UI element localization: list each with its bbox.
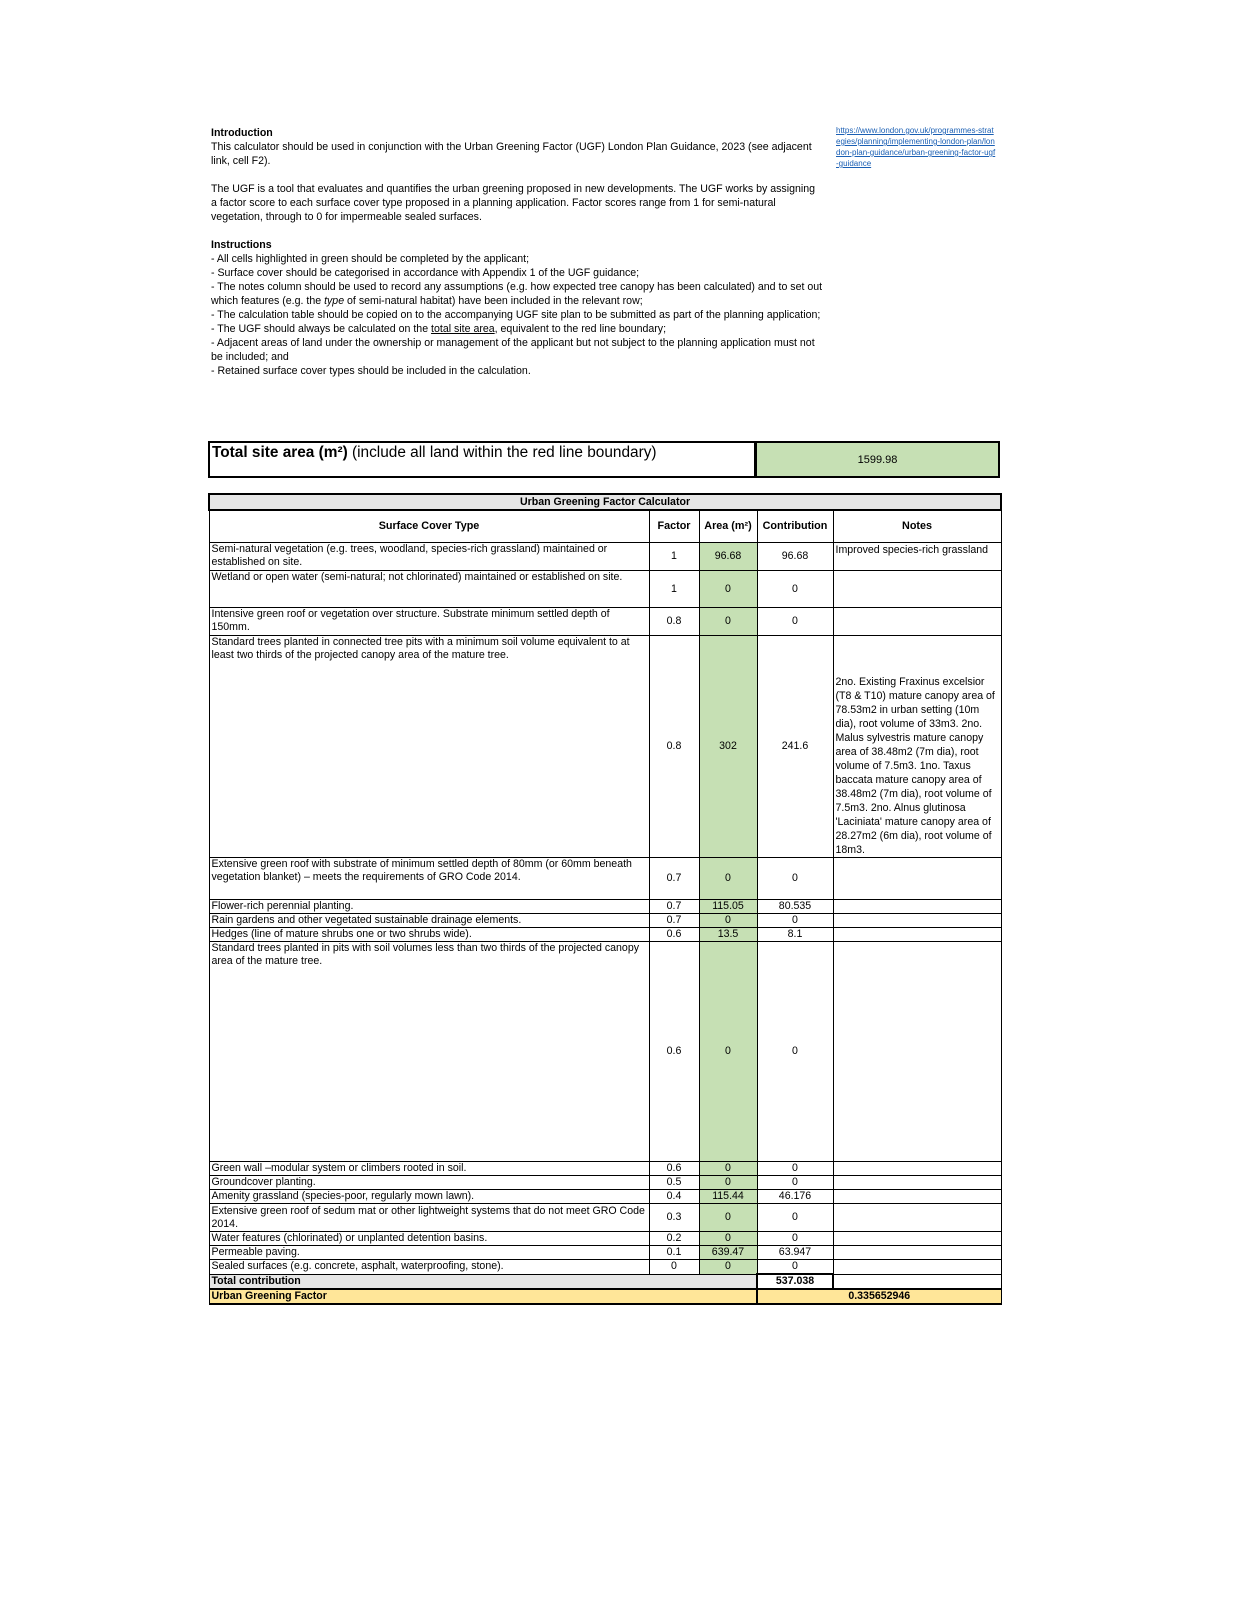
surface-cover-type: Amenity grassland (species-poor, regularly mown lawn). xyxy=(209,1190,649,1204)
guidance-link[interactable]: https://www.london.gov.uk/programmes-strategies/planning/implementing-london-plan/london-plan-guidance/urban-greening-factor-ugf-guidance xyxy=(836,126,996,168)
contribution-cell: 0 xyxy=(757,1232,833,1246)
factor-cell: 0.6 xyxy=(649,928,699,942)
table-row xyxy=(209,1190,1001,1204)
surface-cover-type: Rain gardens and other vegetated sustainable drainage elements. xyxy=(209,914,649,928)
table-row xyxy=(209,636,1001,858)
surface-cover-type: Flower-rich perennial planting. xyxy=(209,900,649,914)
notes-cell[interactable] xyxy=(833,900,1001,914)
notes-cell[interactable] xyxy=(833,571,1001,608)
header-surface-cover-type: Surface Cover Type xyxy=(209,510,649,543)
table-row xyxy=(209,1232,1001,1246)
urban-greening-factor-row xyxy=(209,1289,1001,1304)
table-row xyxy=(209,900,1001,914)
notes-cell[interactable] xyxy=(833,608,1001,636)
surface-cover-type: Semi-natural vegetation (e.g. trees, woodland, species-rich grassland) maintained or established on site. xyxy=(209,543,649,571)
table-row xyxy=(209,928,1001,942)
surface-cover-type: Standard trees planted in pits with soil volumes less than two thirds of the projected canopy area of the mature tree. xyxy=(209,942,649,1162)
surface-cover-type: Extensive green roof with substrate of minimum settled depth of 80mm (or 60mm beneath vegetation blanket) – meets the requirements of GRO Code 2014. xyxy=(209,858,649,900)
notes-cell[interactable] xyxy=(833,1162,1001,1176)
contribution-cell: 0 xyxy=(757,1260,833,1275)
header-row xyxy=(209,510,1001,543)
area-input[interactable]: 0 xyxy=(699,608,757,636)
notes-cell[interactable] xyxy=(833,858,1001,900)
table-row xyxy=(209,1260,1001,1275)
urban-greening-factor-value: 0.335652946 xyxy=(757,1289,1001,1304)
contribution-cell: 46.176 xyxy=(757,1190,833,1204)
factor-cell: 1 xyxy=(649,571,699,608)
table-row xyxy=(209,571,1001,608)
total-site-area-box xyxy=(208,441,1000,478)
contribution-cell: 0 xyxy=(757,1162,833,1176)
table-row xyxy=(209,858,1001,900)
contribution-cell: 0 xyxy=(757,942,833,1162)
instruction-2: - Surface cover should be categorised in accordance with Appendix 1 of the UGF guidance; xyxy=(211,267,640,279)
area-input[interactable]: 115.05 xyxy=(699,900,757,914)
table-row xyxy=(209,942,1001,1162)
notes-cell[interactable] xyxy=(833,942,1001,1162)
contribution-cell: 96.68 xyxy=(757,543,833,571)
factor-cell: 0.7 xyxy=(649,858,699,900)
factor-cell: 0.6 xyxy=(649,1162,699,1176)
instructions-heading: Instructions xyxy=(211,239,272,251)
header-notes: Notes xyxy=(833,510,1001,543)
total-contribution-row xyxy=(209,1274,1001,1289)
factor-cell: 1 xyxy=(649,543,699,571)
notes-cell[interactable] xyxy=(833,1260,1001,1275)
instruction-1: - All cells highlighted in green should be completed by the applicant; xyxy=(211,253,530,265)
notes-cell[interactable]: 2no. Existing Fraxinus excelsior (T8 & T10) mature canopy area of 78.53m2 in urban setting (10m dia), root volume of 33m3. 2no. Malus sylvestris mature canopy area of 38.48m2 (7m dia), root volume of 7.5m3. 1no. Taxus baccata mature canopy area of 38.48m2 (7m dia), root volume of 7.5m3. 2no. Alnus glutinosa 'Laciniata' mature canopy area of 28.27m2 (6m dia), root volume of 18m3. xyxy=(833,636,1001,858)
contribution-cell: 0 xyxy=(757,858,833,900)
intro-paragraph-2: The UGF is a tool that evaluates and quantifies the urban greening proposed in new developments. The UGF works by assigning a factor score to each surface cover type proposed in a planning application. Factor scores range from 1 for semi-natural vegetation, through to 0 for impermeable sealed surfaces. xyxy=(211,183,815,223)
table-row xyxy=(209,543,1001,571)
factor-cell: 0.7 xyxy=(649,900,699,914)
urban-greening-factor-label: Urban Greening Factor xyxy=(209,1289,757,1304)
intro-paragraph-1: This calculator should be used in conjunction with the Urban Greening Factor (UGF) London Plan Guidance, 2023 (see adjacent link, cell F2). xyxy=(211,141,812,167)
factor-cell: 0.7 xyxy=(649,914,699,928)
area-input[interactable]: 302 xyxy=(699,636,757,858)
total-site-area-label: Total site area (m²) (include all land within the red line boundary) xyxy=(210,443,757,476)
area-input[interactable]: 0 xyxy=(699,914,757,928)
contribution-cell: 0 xyxy=(757,608,833,636)
instruction-6: - Adjacent areas of land under the ownership or management of the applicant but not subject to the planning application must not be included; and xyxy=(211,337,815,363)
area-input[interactable]: 96.68 xyxy=(699,543,757,571)
instruction-7: - Retained surface cover types should be included in the calculation. xyxy=(211,365,531,377)
contribution-cell: 0 xyxy=(757,914,833,928)
total-contribution-label: Total contribution xyxy=(209,1274,757,1289)
contribution-cell: 0 xyxy=(757,1176,833,1190)
surface-cover-type: Water features (chlorinated) or unplanted detention basins. xyxy=(209,1232,649,1246)
factor-cell: 0.4 xyxy=(649,1190,699,1204)
surface-cover-type: Extensive green roof of sedum mat or other lightweight systems that do not meet GRO Code 2014. xyxy=(209,1204,649,1232)
instruction-4: - The calculation table should be copied on to the accompanying UGF site plan to be submitted as part of the planning application; xyxy=(211,309,821,321)
area-input[interactable]: 0 xyxy=(699,1204,757,1232)
contribution-cell: 0 xyxy=(757,571,833,608)
header-factor: Factor xyxy=(649,510,699,543)
factor-cell: 0.1 xyxy=(649,1246,699,1260)
factor-cell: 0.8 xyxy=(649,636,699,858)
area-input[interactable]: 0 xyxy=(699,942,757,1162)
area-input[interactable]: 639.47 xyxy=(699,1246,757,1260)
area-input[interactable]: 0 xyxy=(699,571,757,608)
notes-cell[interactable] xyxy=(833,1232,1001,1246)
ugf-calculator-table xyxy=(208,493,1002,1305)
surface-cover-type: Hedges (line of mature shrubs one or two shrubs wide). xyxy=(209,928,649,942)
notes-cell[interactable] xyxy=(833,928,1001,942)
surface-cover-type: Green wall –modular system or climbers rooted in soil. xyxy=(209,1162,649,1176)
area-input[interactable]: 0 xyxy=(699,858,757,900)
contribution-cell: 80.535 xyxy=(757,900,833,914)
table-row xyxy=(209,608,1001,636)
surface-cover-type: Permeable paving. xyxy=(209,1246,649,1260)
factor-cell: 0.3 xyxy=(649,1204,699,1232)
total-contribution-value: 537.038 xyxy=(757,1274,833,1289)
factor-cell: 0 xyxy=(649,1260,699,1275)
table-row xyxy=(209,1176,1001,1190)
notes-cell[interactable] xyxy=(833,914,1001,928)
header-contribution: Contribution xyxy=(757,510,833,543)
contribution-cell: 8.1 xyxy=(757,928,833,942)
surface-cover-type: Intensive green roof or vegetation over structure. Substrate minimum settled depth of 150mm. xyxy=(209,608,649,636)
table-row xyxy=(209,1246,1001,1260)
notes-cell[interactable]: Improved species-rich grassland xyxy=(833,543,1001,571)
instruction-5: - The UGF should always be calculated on the total site area, equivalent to the red line boundary; xyxy=(211,323,667,335)
notes-cell[interactable] xyxy=(833,1246,1001,1260)
instruction-3: - The notes column should be used to record any assumptions (e.g. how expected tree canopy has been calculated) and to set out which features (e.g. the type of semi-natural habitat) have been included in the relevant row; xyxy=(211,281,823,307)
intro-section xyxy=(211,126,823,378)
area-input[interactable]: 0 xyxy=(699,1162,757,1176)
area-input[interactable]: 0 xyxy=(699,1260,757,1275)
intro-heading: Introduction xyxy=(211,127,273,139)
surface-cover-type: Groundcover planting. xyxy=(209,1176,649,1190)
total-site-area-input[interactable]: 1599.98 xyxy=(757,443,998,476)
factor-cell: 0.5 xyxy=(649,1176,699,1190)
factor-cell: 0.8 xyxy=(649,608,699,636)
area-input[interactable]: 115.44 xyxy=(699,1190,757,1204)
area-input[interactable]: 0 xyxy=(699,1176,757,1190)
surface-cover-type: Wetland or open water (semi-natural; not chlorinated) maintained or established on site. xyxy=(209,571,649,608)
area-input[interactable]: 0 xyxy=(699,1232,757,1246)
surface-cover-type: Sealed surfaces (e.g. concrete, asphalt, waterproofing, stone). xyxy=(209,1260,649,1275)
notes-cell[interactable] xyxy=(833,1204,1001,1232)
surface-cover-type: Standard trees planted in connected tree pits with a minimum soil volume equivalent to at least two thirds of the projected canopy area of the mature tree. xyxy=(209,636,649,858)
table-row xyxy=(209,914,1001,928)
notes-cell[interactable] xyxy=(833,1176,1001,1190)
factor-cell: 0.2 xyxy=(649,1232,699,1246)
contribution-cell: 241.6 xyxy=(757,636,833,858)
table-row xyxy=(209,1162,1001,1176)
factor-cell: 0.6 xyxy=(649,942,699,1162)
header-area: Area (m²) xyxy=(699,510,757,543)
contribution-cell: 0 xyxy=(757,1204,833,1232)
area-input[interactable]: 13.5 xyxy=(699,928,757,942)
notes-cell[interactable] xyxy=(833,1190,1001,1204)
calculator-title: Urban Greening Factor Calculator xyxy=(209,494,1001,510)
table-row xyxy=(209,1204,1001,1232)
contribution-cell: 63.947 xyxy=(757,1246,833,1260)
